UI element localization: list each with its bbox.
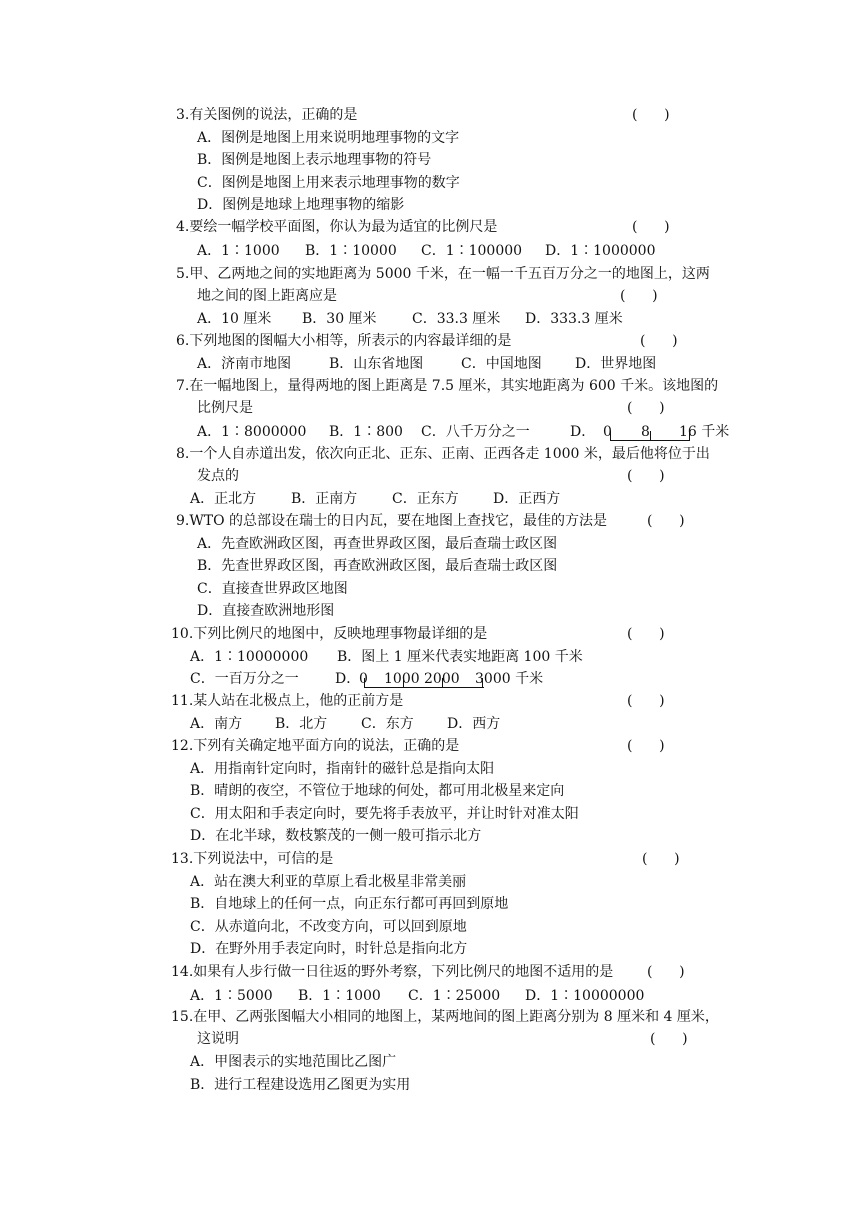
question-13-stem: 13.下列说法中，可信的是 [171,851,334,867]
question-4-stem: 4.要绘一幅学校平面图，你认为最为适宜的比例尺是 [176,219,498,235]
option: A．1∶8000000 [197,424,307,440]
option: B．自地球上的任何一点，向正东行都可再回到原地 [190,896,509,912]
option: A．1∶10000000 [190,649,309,665]
scale-label: 2000 [424,671,460,687]
option: A．南方 [190,716,243,732]
option: A．济南市地图 [197,356,292,372]
option: C．直接查世界政区地图 [197,581,348,597]
option: A．1∶5000 [190,988,273,1004]
option: B．北方 [275,716,328,732]
option: C．图例是地图上用来表示地理事物的数字 [197,175,460,191]
option: D． [570,424,596,440]
question-7-stem: 7.在一幅地图上，量得两地的图上距离是 7.5 厘米，其实地距离为 600 千米。该地图的 [176,378,719,394]
question-6-stem: 6.下列地图的图幅大小相等，所表示的内容最详细的是 [176,333,512,349]
question-8-stem: 8.一个人自赤道出发，依次向正北、正东、正南、正西各走 1000 米，最后他将位于出 [176,446,710,462]
question-15-stem: 15.在甲、乙两张图幅大小相同的地图上，某两地间的图上距离分别为 8 厘米和 4 厘米， [171,1009,719,1025]
option: D．1∶10000000 [525,988,645,1004]
option: A．先查欧洲政区图，再查世界政区图，最后查瑞士政区图 [197,536,558,552]
option: D．图例是地球上地理事物的缩影 [197,197,405,213]
option: D．在北半球，数枝繁茂的一侧一般可指示北方 [190,828,482,844]
option: B．1∶10000 [305,243,397,259]
option: D．1∶1000000 [545,243,656,259]
option: B．30 厘米 [302,311,377,327]
option: A．甲图表示的实地范围比乙图广 [190,1054,397,1070]
question-14-stem: 14.如果有人步行做一日往返的野外考察，下列比例尺的地图不适用的是 [171,964,614,980]
option: C．八千万分之一 [421,424,530,440]
answer-bracket: ( ) [632,219,670,235]
scale-label: 3000 千米 [475,671,544,687]
answer-bracket: ( ) [620,288,658,304]
option: D．在野外用手表定向时，时针总是指向北方 [190,941,468,957]
option: B．图上 1 厘米代表实地距离 100 千米 [337,649,583,665]
question-7-stem-cont: 比例尺是 [197,400,253,416]
scale-label: 0 [359,671,368,687]
question-8-stem-cont: 发点的 [197,468,239,484]
option: B．进行工程建设选用乙图更为实用 [190,1077,411,1093]
option: B．山东省地图 [329,356,424,372]
option: B．图例是地图上表示地理事物的符号 [197,152,432,168]
question-9-stem: 9.WTO 的总部设在瑞士的日内瓦，要在地图上查找它，最佳的方法是 [176,513,608,529]
option: C．一百万分之一 [190,671,299,687]
answer-bracket: ( ) [627,738,665,754]
answer-bracket: ( ) [627,693,665,709]
option: C．东方 [361,716,414,732]
question-5-stem-cont: 地之间的图上距离应是 [197,288,337,304]
scale-label: 1000 [384,671,420,687]
option: D．世界地图 [575,356,657,372]
answer-bracket: ( ) [647,964,685,980]
scale-label: 0 [603,424,612,440]
answer-bracket: ( ) [647,513,685,529]
scale-tick [650,431,651,441]
question-5-stem: 5.甲、乙两地之间的实地距离为 5000 千米，在一幅一千五百万分之一的地图上，这两 [176,266,710,282]
question-12-stem: 12.下列有关确定地平面方向的说法，正确的是 [171,738,460,754]
scale-bar-line [610,430,690,441]
option: C．用太阳和手表定向时，要先将手表放平，并让时针对准太阳 [190,806,579,822]
answer-bracket: ( ) [627,468,665,484]
question-11-stem: 11.某人站在北极点上，他的正前方是 [171,693,404,709]
option: C．从赤道向北，不改变方向，可以回到原地 [190,919,467,935]
option: A．图例是地图上用来说明地理事物的文字 [197,130,460,146]
option: C．33.3 厘米 [412,311,501,327]
answer-bracket: ( ) [640,333,678,349]
option: B．晴朗的夜空，不管位于地球的何处，都可用北极星来定向 [190,783,565,799]
option: A．正北方 [190,491,257,507]
option: B．先查世界政区图，再查欧洲政区图，最后查瑞士政区图 [197,558,558,574]
answer-bracket: ( ) [627,400,665,416]
option: A．用指南针定向时，指南针的磁针总是指向太阳 [190,761,495,777]
option: A．10 厘米 [197,311,272,327]
question-10-stem: 10.下列比例尺的地图中，反映地理事物最详细的是 [171,626,488,642]
option: B．正南方 [291,491,358,507]
option: C．中国地图 [461,356,542,372]
option: A．1∶1000 [197,243,280,259]
scale-label: 8 [641,424,650,440]
option: D．直接查欧洲地形图 [197,603,335,619]
option: D．333.3 厘米 [525,311,623,327]
scale-label: 16 千米 [679,424,730,440]
option: D． [335,671,361,687]
option: B．1∶800 [329,424,403,440]
option: C．正东方 [392,491,459,507]
option: A．站在澳大利亚的草原上看北极星非常美丽 [190,874,467,890]
answer-bracket: ( ) [627,626,665,642]
option: D．西方 [447,716,501,732]
question-15-stem-cont: 这说明 [197,1031,239,1047]
option: C．1∶100000 [421,243,523,259]
answer-bracket: ( ) [650,1031,688,1047]
option: D．正西方 [493,491,561,507]
answer-bracket: ( ) [632,107,670,123]
question-3-stem: 3.有关图例的说法，正确的是 [176,107,358,123]
answer-bracket: ( ) [642,851,680,867]
option: B．1∶1000 [298,988,381,1004]
option: C．1∶25000 [408,988,501,1004]
